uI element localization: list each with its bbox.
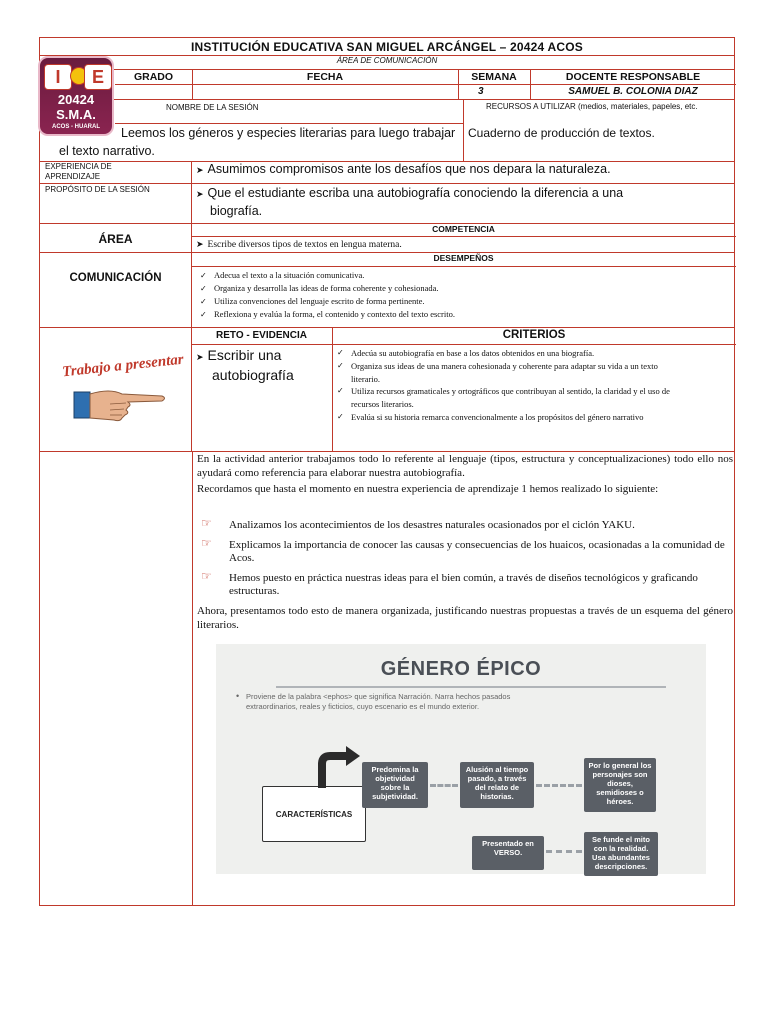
session-name-label: NOMBRE DE LA SESIÓN xyxy=(166,103,259,112)
body-list-item-text: Hemos puesto en práctica nuestras ideas para el bien común, a través de diseños tecnológicos y graficando estructuras. xyxy=(229,571,698,597)
docente-value: SAMUEL B. COLONIA DIAZ xyxy=(568,86,698,97)
performance-item: ✓ Organiza y desarrolla las ideas de forma coherente y cohesionada. xyxy=(200,282,455,295)
diagram-connector xyxy=(536,784,582,787)
experience-value: ➤ Asumimos compromisos ante los desafíos que nos depara la naturaleza. xyxy=(196,162,611,176)
body-paragraph-2: Recordamos que hasta el momento en nuestra experiencia de aprendizaje 1 hemos realizado lo siguiente: xyxy=(197,483,659,495)
diagram-intro-1: Proviene de la palabra <ephos> que significa Narración. Narra hechos pasados xyxy=(246,692,511,701)
school-logo xyxy=(38,56,114,136)
purpose-line1: ➤ Que el estudiante escriba una autobiografía conociendo la diferencia a una xyxy=(196,186,623,200)
pointing-finger-icon: ☞ xyxy=(201,516,212,530)
competence-value: ➤ Escribe diversos tipos de textos en lengua materna. xyxy=(196,239,402,250)
resources-value: Cuaderno de producción de textos. xyxy=(468,126,655,140)
diagram-connector xyxy=(546,850,582,853)
session-name-line2: el texto narrativo. xyxy=(59,144,155,158)
diagram-box-personajes: Por lo general los personajes son dioses, semidioses o héroes. xyxy=(584,758,656,812)
diagram-box-verso: Presentado en VERSO. xyxy=(472,836,544,870)
body-list xyxy=(197,515,733,599)
criteria-list xyxy=(337,347,682,424)
diagram-root: CARACTERÍSTICAS xyxy=(262,786,366,842)
diagram-box-mito: Se funde el mito con la realidad. Usa abundantes descripciones. xyxy=(584,832,658,876)
area-subtitle: ÁREA DE COMUNICACIÓN xyxy=(336,56,438,65)
area-label: ÁREA xyxy=(98,232,133,246)
performance-item: ✓ Adecua el texto a la situación comunicativa. xyxy=(200,269,455,282)
docente-label: DOCENTE RESPONSABLE xyxy=(565,71,701,83)
reto-line1: ➤ Escribir una xyxy=(196,347,281,363)
pointing-finger-icon: ☞ xyxy=(201,568,212,583)
body-list-item-text: Analizamos los acontecimientos de los desastres naturales ocasionados por el ciclón YAKU. xyxy=(229,519,635,531)
fecha-label: FECHA xyxy=(306,71,344,83)
performance-item: ✓ Reflexiona y evalúa la forma, el contenido y contexto del texto escrito. xyxy=(200,308,455,321)
reto-line2: autobiografía xyxy=(212,367,294,383)
body-list-item-text: Explicamos la importancia de conocer las causas y consecuencias de los huaicos, ocasionadas a la comunidad de Acos. xyxy=(229,538,725,564)
diagram-box-tiempo: Alusión al tiempo pasado, a través del relato de historias. xyxy=(460,762,534,808)
diagram-intro-2: extraordinarios, reales y ficticios, cuyo escenario es el mundo exterior. xyxy=(246,702,480,711)
body-paragraph-1: En la actividad anterior trabajamos todo lo referente al lenguaje (tipos, estructura y conceptualizaciones) todo ello nos ayudará como referencia para elaborar nuestra autobiografía. xyxy=(197,453,733,479)
body-list-item xyxy=(197,568,733,599)
semana-value: 3 xyxy=(478,86,484,97)
performance-item: ✓ Utiliza convenciones del lenguaje escrito de forma pertinente. xyxy=(200,295,455,308)
logo-number: 20424 xyxy=(57,92,95,107)
body-paragraph-3: Ahora, presentamos todo esto de manera organizada, justificando nuestras propuestas a través de un esquema del género literarios. xyxy=(197,605,733,631)
diagram-bullet: • xyxy=(236,691,240,701)
body-list-item xyxy=(197,535,733,566)
diagram-title: GÉNERO ÉPICO xyxy=(380,658,542,680)
session-name-line1: Leemos los géneros y especies literarias para luego trabajar xyxy=(121,126,456,140)
criteria-item: ✓ Evalúa si su historia remarca convencionalmente a los propósitos del género narrativo xyxy=(337,411,682,424)
experience-label-2: APRENDIZAJE xyxy=(45,172,101,181)
performance-header: DESEMPEÑOS xyxy=(433,253,494,263)
pointing-hand-icon xyxy=(70,382,170,426)
diagram-title-rule xyxy=(276,686,666,688)
session-sheet xyxy=(39,37,735,906)
semana-label: SEMANA xyxy=(471,71,517,83)
diagram-box-objetividad: Predomina la objetividad sobre la subjetividad. xyxy=(362,762,428,808)
criterios-header: CRITERIOS xyxy=(502,329,566,341)
criteria-item: ✓ Organiza sus ideas de una manera cohesionada y coherente para adaptar su vida a un texto literario. xyxy=(337,360,682,386)
diagram-arrow-icon xyxy=(310,744,360,788)
area-value: COMUNICACIÓN xyxy=(69,272,162,284)
resources-label: RECURSOS A UTILIZAR (medios, materiales, papeles, etc. xyxy=(486,102,698,111)
pointing-finger-icon: ☞ xyxy=(201,535,212,550)
performance-list xyxy=(200,269,455,321)
competence-header: COMPETENCIA xyxy=(432,224,495,234)
criteria-item: ✓ Adecúa su autobiografía en base a los datos obtenidos en una biografía. xyxy=(337,347,682,360)
institution-title: INSTITUCIÓN EDUCATIVA SAN MIGUEL ARCÁNGEL – 20424 ACOS xyxy=(191,40,583,54)
criteria-item: ✓ Utiliza recursos gramaticales y ortográficos que contribuyan al sentido, la claridad y el uso de recursos literarios. xyxy=(337,385,682,411)
logo-place: ACOS - HUARAL xyxy=(52,124,100,130)
logo-letter-i: I xyxy=(44,64,72,90)
diagram-connector xyxy=(430,784,458,787)
grado-label: GRADO xyxy=(133,71,174,83)
reto-header: RETO - EVIDENCIA xyxy=(216,330,307,341)
genero-epico-diagram xyxy=(216,644,706,874)
trabajo-image-text: Trabajo a presentar xyxy=(61,351,185,381)
experience-label-1: EXPERIENCIA DE xyxy=(45,162,112,171)
purpose-label: PROPÓSITO DE LA SESIÓN xyxy=(45,185,150,194)
logo-initials: S.M.A. xyxy=(56,107,96,122)
body-list-item xyxy=(197,516,733,533)
purpose-line2: biografía. xyxy=(210,204,263,218)
logo-letter-e: E xyxy=(84,64,112,90)
